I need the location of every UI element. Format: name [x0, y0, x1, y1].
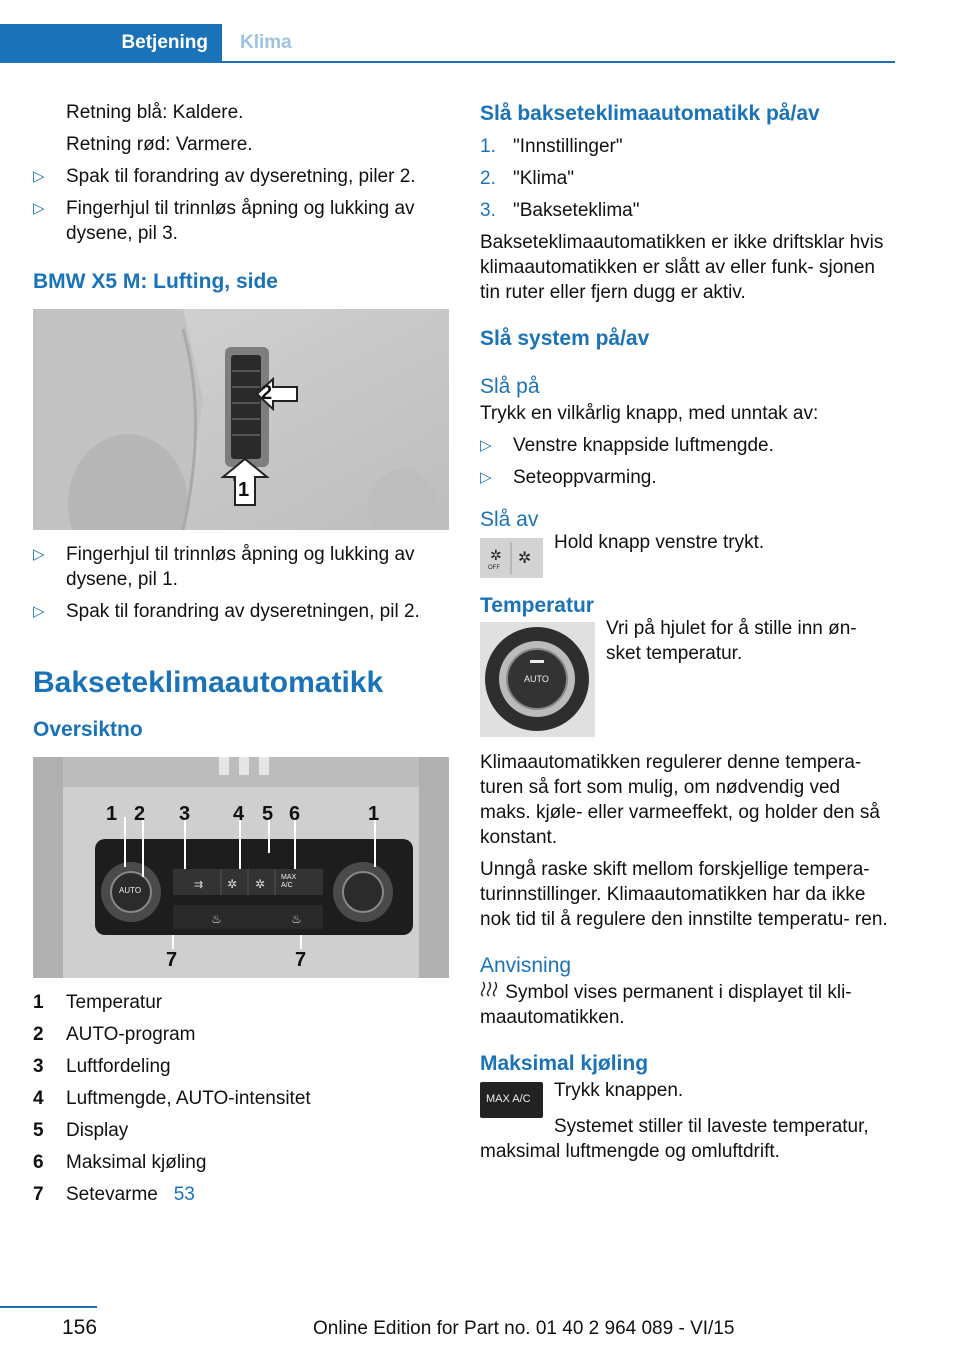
triangle-bullet-icon: ▷ [33, 168, 45, 185]
edition-text: Online Edition for Part no. 01 40 2 964 089 - VI/15 [313, 1318, 735, 1339]
legend-item: 4 Luftmengde, AUTO-intensitet [33, 1088, 311, 1109]
maxac-button-label: MAX A/C [281, 874, 297, 889]
right-column [480, 100, 896, 1164]
triangle-bullet-icon: ▷ [33, 603, 45, 620]
max-row [480, 1082, 896, 1120]
callout-number: 6 [289, 803, 301, 825]
callout-number: 5 [262, 803, 274, 825]
paragraph: Bakseteklimaautomatikken er ikke driftsklar hvis klimaautomatikken er slått av eller funk- sjonen tin ruter eller fjern dugg er aktiv. [480, 232, 884, 303]
section-heading: Oversiktno [33, 718, 143, 741]
triangle-bullet-icon: ▷ [480, 437, 492, 454]
tab-betjening[interactable]: Betjening [0, 24, 222, 61]
svg-text:⇉: ⇉ [194, 878, 204, 891]
svg-text:✲: ✲ [227, 877, 238, 891]
paragraph: Retning blå: Kaldere. [66, 102, 244, 123]
legend-item: 3 Luftfordeling [33, 1056, 171, 1077]
max-ac-button-icon: MAX A/C [480, 1082, 543, 1118]
paragraph: Hold knapp venstre trykt. [554, 532, 765, 553]
callout-number: 2 [261, 382, 273, 404]
section-heading: Slå system på/av [480, 327, 650, 350]
paragraph: Trykk knappen. [554, 1080, 684, 1101]
paragraph: Systemet stiller til laveste temperatur, maksimal luftmengde og omluftdrift. [480, 1116, 869, 1162]
list-item: ▷ Fingerhjul til trinnløs åpning og lukking av dysene, pil 1. [33, 544, 415, 590]
list-item: ▷ Spak til forandring av dyseretningen, pil 2. [33, 601, 420, 622]
triangle-bullet-icon: ▷ [33, 200, 45, 217]
section-heading: BMW X5 M: Lufting, side [33, 270, 278, 293]
list-item: ▷ Fingerhjul til trinnløs åpning og lukking av dysene, pil 3. [33, 198, 415, 244]
chapter-heading: Bakseteklimaautomatikk [33, 666, 384, 699]
callout-number: 4 [233, 803, 245, 825]
svg-text:✲: ✲ [490, 548, 502, 564]
legend-item: 7 Setevarme 53 [33, 1184, 195, 1205]
svg-text:♨: ♨ [291, 912, 302, 926]
svg-text:♨: ♨ [211, 912, 222, 926]
paragraph: Unngå raske skift mellom forskjellige tempera- turinnstillinger. Klimaautomatikken har da ikke nok tid til å regulere den innstilte temperatu- ren. [480, 859, 888, 930]
legend-item: 5 Display [33, 1120, 129, 1141]
list-item: 2. "Klima" [480, 168, 574, 189]
section-heading: Slå bakseteklimaautomatikk på/av [480, 102, 820, 125]
section-heading: Maksimal kjøling [480, 1052, 649, 1075]
triangle-bullet-icon: ▷ [33, 546, 45, 563]
side-vent-figure [33, 309, 449, 530]
header-tabs [0, 24, 895, 63]
paragraph: Vri på hjulet for å stille inn øn- sket temperatur. [606, 618, 857, 664]
paragraph: Retning rød: Varmere. [66, 134, 253, 155]
callout-number: 1 [238, 479, 250, 501]
callout-number: 7 [166, 949, 178, 971]
subsection-heading: Slå av [480, 508, 539, 531]
footer-rule [0, 1306, 97, 1308]
temperature-wheel-icon: AUTO [480, 622, 595, 737]
svg-text:✲: ✲ [255, 877, 266, 891]
section-heading: Temperatur [480, 594, 594, 617]
callout-number: 1 [368, 803, 380, 825]
auto-button-label: AUTO [119, 886, 142, 895]
page-ref-link[interactable]: 53 [173, 1184, 195, 1205]
callout-number: 3 [179, 803, 191, 825]
airflow-symbol-icon [480, 980, 500, 1005]
page-number: 156 [62, 1316, 98, 1339]
triangle-bullet-icon: ▷ [480, 469, 492, 486]
legend-item: 1 Temperatur [33, 992, 163, 1013]
list-item: 3. "Bakseteklima" [480, 200, 640, 221]
legend-item: 6 Maksimal kjøling [33, 1152, 207, 1173]
subsection-heading: Anvisning [480, 954, 572, 977]
paragraph: Trykk en vilkårlig knapp, med unntak av: [480, 403, 819, 424]
list-item: 1. "Innstillinger" [480, 136, 623, 157]
list-item: ▷ Seteoppvarming. [480, 467, 657, 488]
left-column [33, 100, 449, 1214]
callout-number: 2 [134, 803, 146, 825]
callout-number: 1 [106, 803, 118, 825]
legend-item: 2 AUTO-program [33, 1024, 196, 1045]
callout-number: 7 [295, 949, 307, 971]
temp-row [480, 620, 896, 740]
list-item: ▷ Spak til forandring av dyseretning, piler 2. [33, 166, 416, 187]
rear-climate-panel-figure [33, 757, 449, 978]
fan-off-button-icon: ✲ ✲ OFF [480, 538, 543, 578]
list-item: ▷ Venstre knappside luftmengde. [480, 435, 774, 456]
tab-klima[interactable]: Klima [240, 32, 292, 53]
svg-text:✲: ✲ [518, 548, 532, 567]
off-row [480, 532, 896, 584]
paragraph: Klimaautomatikken regulerer denne tempera- turen så fort som mulig, om nødvendig ved maks. kjøle- eller varmeeffekt, og holder den så konstant. [480, 752, 880, 848]
subsection-heading: Slå på [480, 375, 540, 398]
paragraph: Symbol vises permanent i displayet til kli- maautomatikken. [480, 982, 852, 1028]
